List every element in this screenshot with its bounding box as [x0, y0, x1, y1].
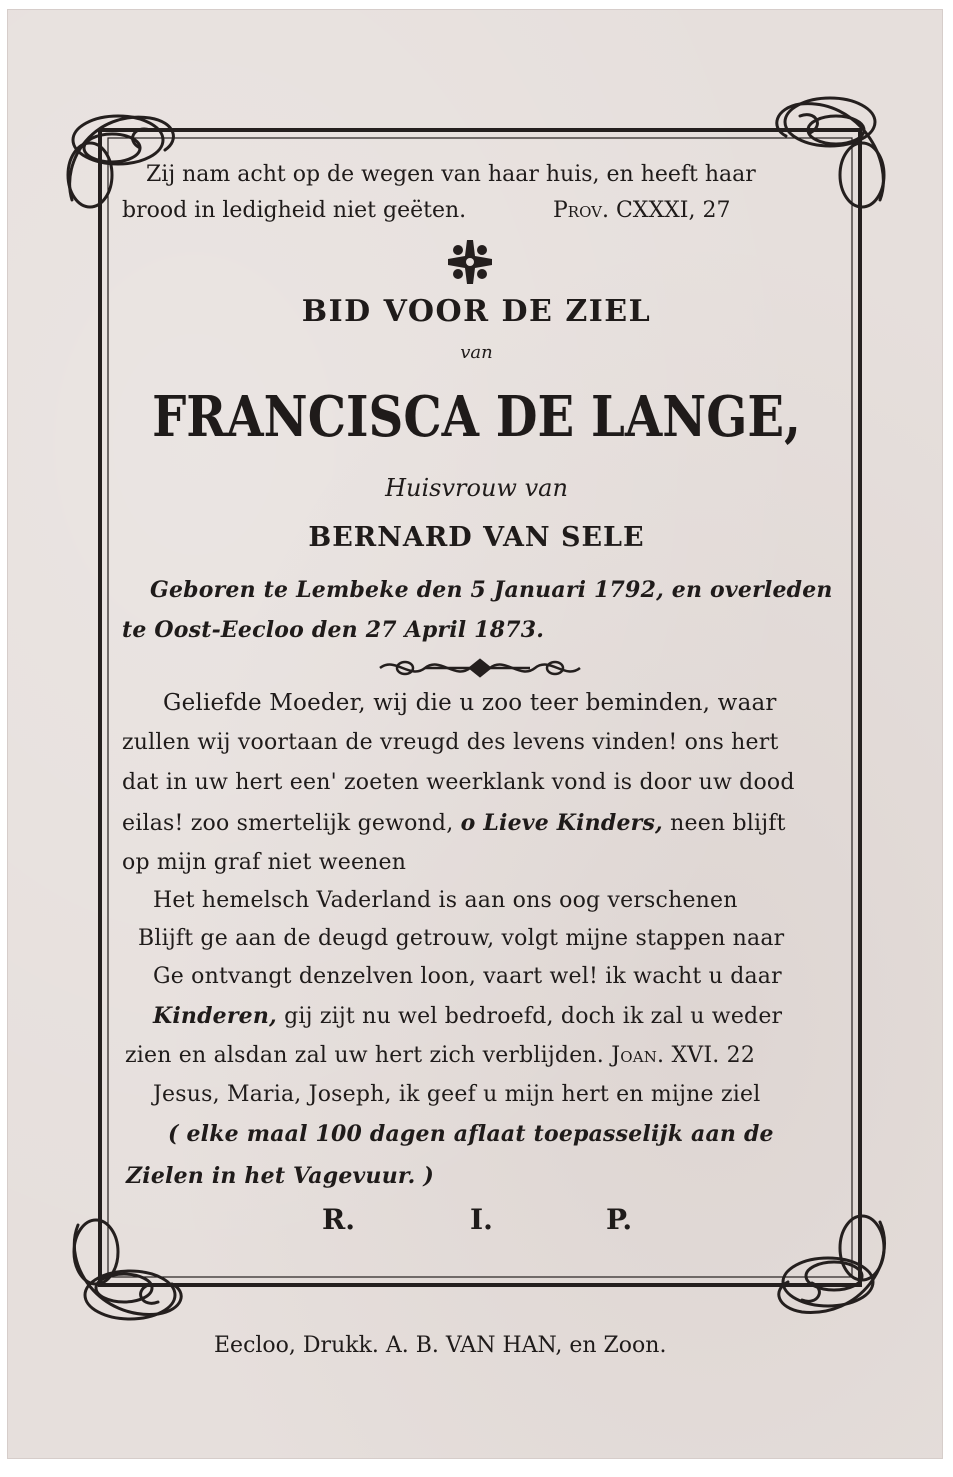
spouse-name: BERNARD VAN SELE	[308, 522, 645, 553]
corner-flourish-bottom-left	[74, 1220, 181, 1319]
body-line-4	[122, 810, 786, 836]
body-line-3: dat in uw hert een' zoeten weerklank vond is door uw dood	[122, 770, 795, 795]
deceased-name: FRANCISCA DE LANGE,	[152, 384, 801, 450]
body-line-4-part-3: neen blijft	[670, 811, 786, 836]
epigraph-line-1: Zij nam acht op de wegen van haar huis, en heeft haar	[146, 162, 756, 187]
rip-p: P.	[606, 1203, 633, 1236]
body-line-9-part-2: gij zijt nu wel bedroefd, doch ik zal u weder	[284, 1004, 783, 1029]
body-line-11: Jesus, Maria, Joseph, ik geef u mijn hert en mijne ziel	[153, 1082, 761, 1107]
body-line-10-part-1: zien en alsdan zal uw hert zich verblijden.	[125, 1043, 604, 1068]
dates-line-2: te Oost-Eecloo den 27 April 1873.	[122, 617, 545, 643]
body-line-7: Blijft ge aan de deugd getrouw, volgt mijne stappen naar	[138, 926, 785, 951]
body-line-9-part-1: Kinderen,	[153, 1003, 277, 1029]
divider-ornament	[380, 660, 580, 676]
cross-ornament	[448, 240, 492, 284]
rip-i: I.	[470, 1203, 493, 1236]
body-line-8: Ge ontvangt denzelven loon, vaart wel! ik wacht u daar	[153, 964, 782, 989]
body-line-10	[125, 1043, 755, 1068]
corner-flourish-top-right	[777, 98, 884, 207]
printer-imprint: Eecloo, Drukk. A. B. VAN HAN, en Zoon.	[214, 1333, 667, 1358]
epigraph-reference: Prov. CXXXI, 27	[553, 198, 731, 223]
corner-flourish-bottom-right	[779, 1216, 885, 1312]
rip-r: R.	[322, 1203, 356, 1236]
epigraph-line-2: brood in ledigheid niet geëten.	[122, 198, 467, 223]
body-line-10-reference: Joan. XVI. 22	[611, 1043, 756, 1068]
body-line-1: Geliefde Moeder, wij die u zoo teer beminden, waar	[163, 690, 777, 716]
body-line-12: ( elke maal 100 dagen aflaat toepasselijk aan de	[168, 1121, 774, 1147]
prayer-heading: BID VOOR DE ZIEL	[301, 294, 652, 329]
role-label: Huisvrouw van	[385, 474, 568, 502]
van-label: van	[460, 342, 493, 363]
body-line-13: Zielen in het Vagevuur. )	[126, 1163, 435, 1189]
dates-line-1: Geboren te Lembeke den 5 Januari 1792, en overleden	[150, 577, 833, 603]
body-line-6: Het hemelsch Vaderland is aan ons oog verschenen	[153, 888, 738, 913]
body-line-9	[153, 1003, 782, 1029]
body-line-4-part-1: eilas! zoo smertelijk gewond,	[122, 811, 454, 836]
body-line-5: op mijn graf niet weenen	[122, 850, 407, 875]
body-line-2: zullen wij voortaan de vreugd des levens vinden! ons hert	[122, 730, 779, 755]
body-line-4-part-2: o Lieve Kinders,	[460, 810, 663, 836]
